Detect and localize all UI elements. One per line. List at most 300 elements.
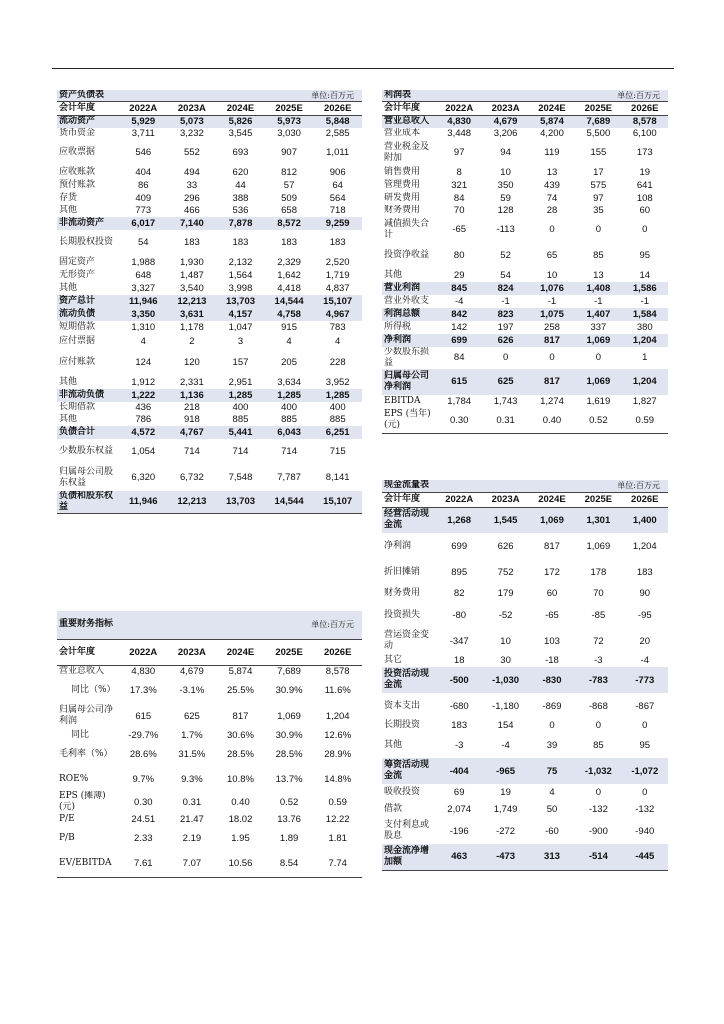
- row-label: 同比: [71, 729, 90, 740]
- cell-value: 5,874: [216, 665, 265, 677]
- cell-value: 7,689: [575, 116, 621, 128]
- cell-value: 0: [595, 224, 602, 235]
- row-label: 应付票据: [59, 336, 96, 346]
- cell-value: 1.7%: [181, 729, 203, 741]
- cell-value: -473: [482, 844, 528, 870]
- cell-value: 85: [593, 250, 604, 261]
- year-header: 2024E: [216, 639, 265, 665]
- cell-value: 183: [451, 720, 468, 731]
- cell-value: -29.7%: [128, 729, 159, 741]
- cell-value: 18: [453, 655, 465, 666]
- cell-value: 1,584: [622, 308, 668, 321]
- table-title-row: [382, 90, 668, 102]
- cell-value: 30.6%: [227, 729, 254, 741]
- table-row: [382, 693, 668, 719]
- cell-value: 4,830: [436, 116, 482, 128]
- row-label: 其他: [59, 376, 78, 387]
- row-label: 毛利率（%）: [59, 748, 113, 759]
- cell-value: 10: [500, 635, 511, 647]
- cell-value: 2,951: [228, 376, 253, 388]
- cell-value: -500: [436, 667, 482, 693]
- cell-value: 28.5%: [227, 748, 254, 760]
- table-row: [382, 667, 668, 693]
- row-label: P/B: [59, 832, 75, 843]
- cell-value: 1,407: [575, 308, 621, 321]
- table-row: [382, 602, 668, 628]
- cell-value: 842: [436, 308, 482, 321]
- cell-value: 13,703: [216, 295, 265, 308]
- cell-value: 7,548: [228, 472, 253, 483]
- cell-value: 773: [135, 205, 152, 216]
- cell-value: 4: [335, 336, 341, 347]
- cell-value: 95: [639, 250, 651, 261]
- cell-value: 1,274: [540, 395, 564, 407]
- cell-value: 0: [549, 720, 555, 731]
- cell-value: 7,787: [277, 472, 301, 483]
- cell-value: 31.5%: [178, 748, 206, 760]
- cell-value: 648: [135, 269, 152, 281]
- cell-value: 29: [453, 269, 465, 281]
- table-row: [57, 166, 362, 179]
- table-row: [382, 559, 668, 585]
- table-row: [382, 282, 668, 295]
- cell-value: 17: [593, 166, 604, 178]
- row-label: 非流动资产: [57, 217, 119, 230]
- cell-value: 0.30: [436, 408, 482, 434]
- cell-value: 70: [593, 588, 604, 599]
- cell-value: 658: [281, 205, 297, 216]
- cell-value: 715: [329, 446, 346, 457]
- cell-value: 296: [183, 192, 200, 204]
- year-header: 2023A: [482, 492, 528, 507]
- cell-value: 0: [502, 352, 509, 363]
- table-row: [382, 408, 668, 434]
- cell-value: 1.81: [328, 832, 347, 844]
- row-label: 归属母公司净利润: [382, 369, 436, 395]
- cell-value: 7.61: [119, 851, 168, 877]
- table-row: [382, 395, 668, 408]
- header-rule: [52, 68, 674, 69]
- cell-value: 173: [636, 147, 653, 158]
- cell-value: 409: [135, 192, 152, 204]
- cell-value: 3,327: [131, 282, 156, 294]
- row-label: 长期股权投资: [59, 237, 114, 247]
- cell-value: -347: [449, 635, 469, 647]
- cell-value: 5,826: [216, 116, 265, 128]
- year-header: 2022A: [436, 102, 482, 116]
- cell-value: 94: [500, 147, 511, 158]
- cell-value: 5,073: [168, 116, 217, 128]
- table-title-row: [57, 90, 362, 102]
- cell-value: 1,069: [586, 540, 611, 552]
- cell-value: 15,107: [313, 295, 362, 308]
- table-row: [57, 426, 362, 439]
- cell-value: 1,784: [447, 395, 472, 407]
- table-row: [57, 414, 362, 426]
- cell-value: 817: [544, 540, 560, 552]
- cell-value: 205: [281, 357, 297, 368]
- cell-value: -272: [496, 825, 516, 837]
- table-row: [382, 128, 668, 140]
- cell-value: 7.74: [313, 851, 362, 877]
- cell-value: 6,251: [313, 426, 362, 439]
- cell-value: 8: [456, 166, 462, 178]
- table-row: [382, 628, 668, 654]
- cell-value: 7.07: [168, 851, 217, 877]
- cell-value: 82: [453, 588, 465, 599]
- cell-value: 817: [529, 369, 575, 395]
- cell-value: 823: [482, 308, 528, 321]
- cell-value: 3,232: [180, 128, 204, 139]
- cell-value: 575: [590, 179, 607, 191]
- table-row: [57, 334, 362, 350]
- cell-value: 13: [593, 269, 604, 281]
- table-row: [57, 665, 362, 677]
- balance-sheet-table: [57, 90, 362, 514]
- cell-value: 2,331: [180, 376, 204, 388]
- cell-value: 11.6%: [324, 684, 351, 696]
- row-label: 支付利息或股息: [384, 820, 430, 841]
- cell-value: 1,285: [216, 389, 265, 402]
- table-row: [57, 389, 362, 402]
- table-row: [382, 719, 668, 732]
- row-label: P/E: [59, 813, 75, 824]
- row-label: 吸收投资: [384, 787, 421, 797]
- cell-value: 24.51: [131, 813, 156, 825]
- year-header: 2025E: [575, 492, 621, 507]
- row-label: 筹资活动现金流: [382, 758, 436, 784]
- cell-value: 12.22: [325, 813, 350, 825]
- cell-value: 4,837: [325, 282, 350, 294]
- row-label: 流动资产: [57, 116, 119, 128]
- cell-value: 0: [642, 787, 648, 798]
- table-row: [382, 217, 668, 243]
- cell-value: 641: [636, 179, 653, 191]
- header-label: 会计年度: [57, 102, 119, 116]
- cell-value: 183: [232, 237, 249, 248]
- cell-value: 918: [183, 414, 200, 425]
- cell-value: 436: [135, 402, 152, 413]
- header-row: [382, 102, 668, 116]
- cell-value: 155: [590, 147, 607, 158]
- cell-value: 39: [546, 739, 558, 751]
- cell-value: 404: [135, 166, 152, 178]
- row-label: 长期借款: [59, 402, 96, 412]
- year-header: 2025E: [265, 102, 314, 116]
- cell-value: 1,827: [632, 395, 657, 407]
- cell-value: 4,767: [168, 426, 217, 439]
- cell-value: 0: [595, 720, 602, 731]
- cell-value: 3,998: [228, 282, 253, 294]
- balance-sheet-panel: [57, 90, 362, 514]
- cell-value: 10: [546, 269, 558, 281]
- cell-value: 817: [529, 334, 575, 347]
- cell-value: 12,213: [168, 491, 217, 514]
- cell-value: 5,441: [216, 426, 265, 439]
- cell-value: 3,540: [180, 282, 204, 294]
- cell-value: 1,054: [131, 446, 156, 457]
- row-label: 研发费用: [384, 192, 421, 203]
- cell-value: -867: [635, 700, 655, 712]
- table-row: [57, 116, 362, 128]
- row-label: 借款: [384, 804, 403, 814]
- year-header: 2022A: [119, 639, 168, 665]
- table-row: [382, 116, 668, 128]
- cell-value: 124: [135, 357, 152, 368]
- cell-value: 183: [183, 237, 200, 248]
- cell-value: 0.52: [279, 796, 299, 808]
- cell-value: -1,030: [482, 667, 528, 693]
- row-label: 财务费用: [384, 588, 421, 598]
- unit-label: 单位:百万元: [216, 611, 362, 639]
- table-row: [382, 818, 668, 844]
- cell-value: 714: [183, 446, 200, 457]
- row-label: 所得税: [384, 321, 412, 332]
- table-title: 资产负债表: [57, 90, 216, 102]
- cell-value: 9.7%: [132, 773, 155, 785]
- cell-value: 13: [546, 166, 558, 178]
- cell-value: 620: [232, 166, 249, 178]
- header-row: [57, 639, 362, 665]
- row-label: 长期投资: [384, 720, 421, 730]
- year-header: 2022A: [436, 492, 482, 507]
- cell-value: 693: [232, 147, 249, 158]
- cell-value: 0.30: [134, 796, 153, 808]
- cell-value: 2,132: [228, 256, 253, 268]
- row-label: 归属母公司净利润: [59, 705, 114, 726]
- cell-value: -132: [635, 804, 655, 815]
- cell-value: 14,544: [265, 295, 314, 308]
- cell-value: -80: [452, 609, 467, 621]
- cell-value: 13.76: [277, 813, 301, 825]
- cell-value: 60: [546, 588, 558, 599]
- cell-value: 13,703: [216, 491, 265, 514]
- cell-value: 0.52: [575, 408, 621, 434]
- table-row: [382, 140, 668, 166]
- year-header: 2026E: [313, 102, 362, 116]
- cell-value: 4,418: [277, 282, 301, 294]
- year-header: 2024E: [529, 492, 575, 507]
- cell-value: 615: [135, 710, 152, 722]
- cell-value: -868: [588, 700, 608, 712]
- row-label: 其他: [384, 269, 403, 280]
- cell-value: 172: [544, 566, 560, 578]
- row-label: EPS (当年)(元): [382, 408, 436, 434]
- table-title: 利润表: [382, 90, 529, 102]
- cell-value: 2.33: [134, 832, 153, 844]
- table-row: [382, 585, 668, 602]
- cell-value: 0: [642, 720, 648, 731]
- cell-value: 6,320: [131, 472, 156, 483]
- cell-value: 3,448: [447, 128, 472, 139]
- cell-value: 564: [329, 192, 346, 204]
- cell-value: 1,642: [277, 269, 301, 281]
- cell-value: 65: [546, 250, 558, 261]
- cell-value: -900: [588, 825, 608, 837]
- cell-value: -18: [545, 655, 559, 666]
- row-label: 少数股东权益: [59, 446, 114, 456]
- cell-value: 4,679: [482, 116, 528, 128]
- cell-value: 536: [232, 205, 249, 216]
- cell-value: 786: [135, 414, 152, 425]
- cell-value: 142: [451, 321, 468, 333]
- row-label: 其他: [384, 739, 403, 750]
- cell-value: 509: [281, 192, 297, 204]
- year-header: 2023A: [168, 102, 217, 116]
- cell-value: 6,017: [119, 217, 168, 230]
- cell-value: 120: [183, 357, 200, 368]
- table-row: [382, 801, 668, 818]
- cell-value: -60: [545, 825, 559, 837]
- cell-value: 14.8%: [324, 773, 352, 785]
- year-header: 2022A: [119, 102, 168, 116]
- row-label: 营业总收入: [382, 116, 436, 128]
- row-label: 负债和股东权益: [57, 491, 119, 514]
- cell-value: 466: [183, 205, 200, 216]
- cell-value: 812: [281, 166, 297, 178]
- cell-value: -1: [501, 295, 510, 307]
- cell-value: -52: [498, 609, 513, 621]
- cell-value: 0.40: [529, 408, 575, 434]
- cell-value: 4,758: [265, 308, 314, 321]
- cell-value: 1,564: [228, 269, 253, 281]
- cell-value: 25.5%: [227, 684, 254, 696]
- cell-value: 3,545: [228, 128, 253, 139]
- cell-value: 64: [332, 179, 343, 191]
- table-row: [57, 140, 362, 166]
- cell-value: 119: [544, 147, 560, 158]
- cell-value: 313: [529, 844, 575, 870]
- cell-value: 183: [281, 237, 297, 248]
- table-row: [382, 369, 668, 395]
- cell-value: 7,878: [216, 217, 265, 230]
- cell-value: 1,076: [529, 282, 575, 295]
- cell-value: 9.3%: [181, 773, 203, 785]
- cell-value: 817: [232, 710, 249, 722]
- table-row: [382, 166, 668, 179]
- cell-value: 3,206: [493, 128, 518, 139]
- table-row: [382, 192, 668, 205]
- cell-value: 4: [140, 336, 146, 347]
- financial-ratios-panel: [57, 611, 362, 878]
- unit-label: 单位:百万元: [529, 480, 668, 492]
- cell-value: 915: [281, 321, 297, 333]
- cell-value: 6,100: [632, 128, 657, 139]
- cell-value: 1,586: [622, 282, 668, 295]
- cell-value: -1,032: [575, 758, 621, 784]
- cell-value: 439: [544, 179, 560, 191]
- cell-value: 824: [482, 282, 528, 295]
- row-label: 应收票据: [59, 147, 96, 157]
- table-row: [382, 269, 668, 282]
- cell-value: 321: [451, 179, 468, 191]
- cell-value: 699: [451, 540, 468, 552]
- table-row: [57, 205, 362, 217]
- cell-value: 18.02: [228, 813, 253, 825]
- cell-value: 1,408: [575, 282, 621, 295]
- cell-value: 463: [436, 844, 482, 870]
- cell-value: 0: [549, 224, 555, 235]
- unit-label: 单位:百万元: [529, 90, 668, 102]
- cell-value: 1,204: [622, 369, 668, 395]
- row-label: 营运资金变动: [384, 630, 430, 651]
- cell-value: 228: [329, 357, 346, 368]
- row-label: 营业外收支: [384, 295, 430, 306]
- cell-value: 17.3%: [129, 684, 157, 696]
- cell-value: 1,069: [575, 369, 621, 395]
- row-label: 经营活动现金流: [382, 507, 436, 533]
- cell-value: 54: [138, 237, 149, 248]
- cell-value: 157: [232, 357, 249, 368]
- table-row: [57, 402, 362, 414]
- table-row: [382, 654, 668, 667]
- cell-value: 218: [183, 402, 200, 413]
- table-row: [57, 677, 362, 703]
- cell-value: -773: [622, 667, 668, 693]
- cell-value: -1,072: [622, 758, 668, 784]
- cell-value: 0: [595, 352, 602, 363]
- table-row: [57, 767, 362, 791]
- table-row: [382, 347, 668, 369]
- header-row: [382, 492, 668, 507]
- cell-value: -3: [454, 739, 464, 751]
- table-row: [382, 784, 668, 801]
- cell-value: 4,679: [168, 665, 217, 677]
- table-row: [57, 703, 362, 729]
- cell-value: 8,578: [622, 116, 668, 128]
- table-row: [57, 282, 362, 295]
- cell-value: 906: [329, 166, 346, 178]
- year-header: 2026E: [622, 102, 668, 116]
- table-title-row: [382, 480, 668, 492]
- cell-value: -196: [449, 825, 469, 837]
- table-row: [57, 813, 362, 825]
- cell-value: 400: [281, 402, 297, 413]
- cell-value: -783: [575, 667, 621, 693]
- table-row: [382, 308, 668, 321]
- row-label: 利润总额: [382, 308, 436, 321]
- year-header: 2024E: [216, 102, 265, 116]
- cell-value: 28.9%: [324, 748, 352, 760]
- row-label: 投资净收益: [384, 250, 430, 260]
- cell-value: 11,946: [119, 491, 168, 514]
- cell-value: 885: [232, 414, 249, 425]
- cell-value: 907: [281, 147, 297, 158]
- cell-value: 54: [500, 269, 511, 281]
- cell-value: 1,011: [326, 147, 350, 158]
- cell-value: -869: [542, 700, 562, 712]
- cell-value: -4: [640, 655, 649, 666]
- row-label: 其他: [59, 205, 78, 215]
- cell-value: 2,520: [325, 256, 350, 268]
- row-label: 应收账款: [59, 166, 96, 177]
- cell-value: -445: [622, 844, 668, 870]
- cell-value: 28.6%: [129, 748, 157, 760]
- cell-value: 626: [482, 334, 528, 347]
- table-row: [382, 533, 668, 559]
- cell-value: 1.89: [279, 832, 299, 844]
- cell-value: 75: [529, 758, 575, 784]
- cell-value: 5,500: [586, 128, 611, 139]
- cell-value: 0: [642, 224, 648, 235]
- cell-value: 0.59: [622, 408, 668, 434]
- cell-value: 2,329: [277, 256, 301, 268]
- cell-value: -1: [594, 295, 603, 307]
- row-label: 资产总计: [57, 295, 119, 308]
- cell-value: 183: [329, 237, 346, 248]
- row-label: 归属母公司股东权益: [59, 466, 114, 488]
- row-label: 非流动负债: [57, 389, 119, 402]
